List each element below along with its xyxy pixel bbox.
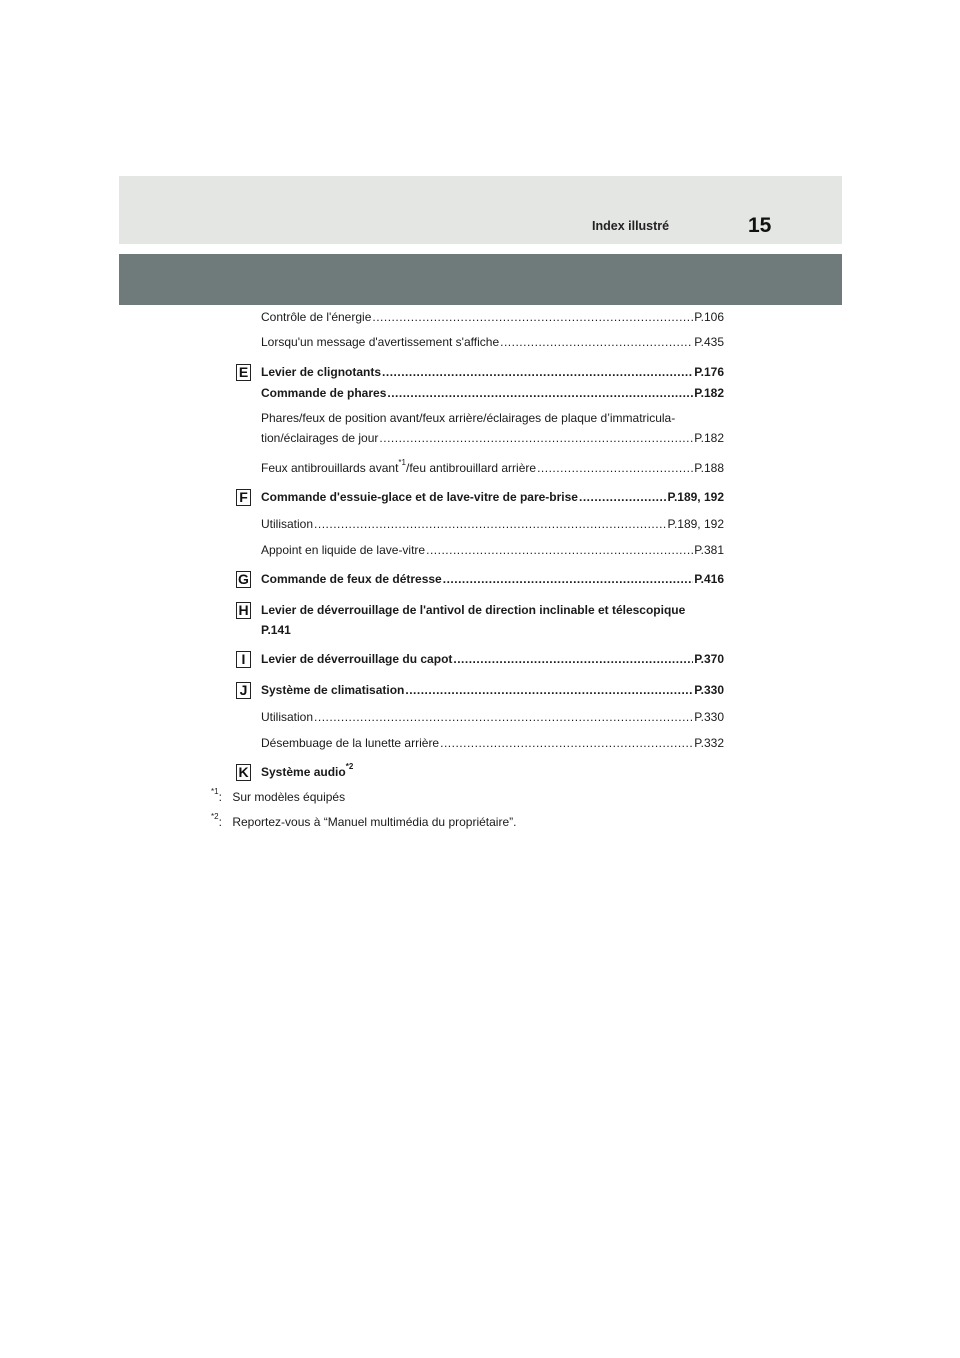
letter-marker-k: K [236,764,251,781]
entry-washer-fluid: Appoint en liquide de lave-vitre ..... P.381 [261,543,724,558]
entry-climate-usage: Utilisation ..... P.330 [261,710,724,725]
page-ref: P.188 [694,461,724,475]
letter-marker-h: H [236,602,251,619]
page-ref: P.435 [694,335,724,349]
page-ref: P.416 [694,572,724,586]
header-dark-band [119,254,842,305]
page-ref: P.330 [694,710,724,724]
entry-climate-system: Système de climatisation ..... P.330 [261,683,724,698]
page-ref: P.189, 192 [667,490,724,504]
page-number: 15 [748,214,772,237]
letter-marker-f: F [236,489,251,506]
entry-rear-defogger: Désembuage de la lunette arrière ..... P.332 [261,736,724,751]
footnote-1: $^{*1}$: Sur modèles équipés [211,787,346,804]
page-ref: P.176 [694,365,724,379]
entry-fog-lights: Feux antibrouillards avant$^{*1}$/feu antibrouillard arrière ..... P.188 [261,461,724,476]
footnote-marker: *1 [211,787,219,796]
entry-energy-monitor: Contrôle de l'énergie ..... P.106 [261,310,724,325]
entry-hood-release: Levier de déverrouillage du capot ..... P.370 [261,652,724,667]
letter-marker-e: E [236,364,251,381]
section-title: Index illustré [592,219,670,233]
page-ref: P.332 [694,736,724,750]
footnote-ref: *1 [398,458,406,467]
entry-wiper-usage: Utilisation ..... P.189, 192 [261,517,724,532]
page-ref: P.182 [694,386,724,400]
footnote-text: Sur modèles équipés [232,790,346,804]
page-ref: P.381 [694,543,724,557]
letter-marker-g: G [236,571,251,588]
entry-headlights-detail-line1: Phares/feux de position avant/feux arrière/éclairages de plaque d’immatricula- [261,411,676,425]
page-ref: P.189, 192 [667,517,724,531]
footnote-text: Reportez-vous à “Manuel multimédia du propriétaire”. [232,815,517,829]
letter-marker-j: J [236,682,251,699]
footnote-2: $^{*2}$: Reportez-vous à “Manuel multimédia du propriétaire”. [211,812,517,829]
footnote-marker: *2 [211,812,219,821]
footnote-ref: *2 [345,762,354,771]
page-ref: P.330 [694,683,724,697]
page-ref: P.182 [694,431,724,445]
entry-steering-lock-line2: P.141 [261,623,291,637]
letter-marker-i: I [236,651,251,668]
entry-audio-system: Système audio$^{*2}$ [261,762,354,779]
page-ref: P.370 [694,652,724,666]
entry-wiper-switch: Commande d'essuie-glace et de lave-vitre de pare-brise ..... P.189, 192 [261,490,724,505]
page-ref: P.106 [694,310,724,324]
entry-headlights-detail-line2: tion/éclairages de jour ..... P.182 [261,431,724,446]
entry-hazard-switch: Commande de feux de détresse ..... P.416 [261,572,724,587]
entry-headlight-switch: Commande de phares ..... P.182 [261,386,724,401]
entry-warning-message: Lorsqu'un message d'avertissement s'affiche ..... P.435 [261,335,724,350]
entry-steering-lock-line1: Levier de déverrouillage de l'antivol de direction inclinable et télescopique [261,603,686,617]
entry-turn-signal-lever: Levier de clignotants ..... P.176 [261,365,724,380]
header-light-band [119,176,842,244]
